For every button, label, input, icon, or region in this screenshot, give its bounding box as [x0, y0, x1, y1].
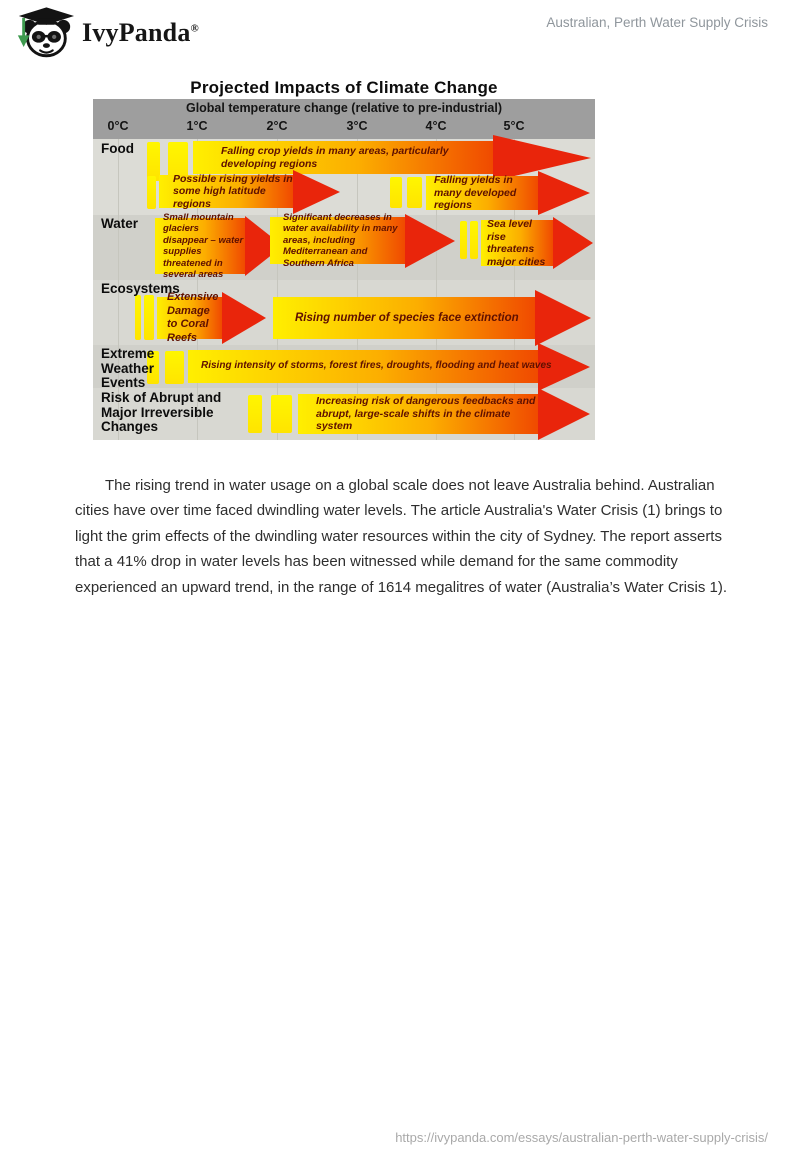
- impact-arrow-food-falling-developed: [426, 176, 538, 210]
- yellow-range-block: [271, 395, 292, 433]
- footer-source-url: https://ivypanda.com/essays/australian-perth-water-supply-crisis/: [395, 1130, 768, 1145]
- row-label-food: Food: [101, 141, 134, 156]
- tick-5c: 5°C: [503, 119, 525, 133]
- row-label-risk-changes: Risk of Abrupt and Major Irreversible Changes: [101, 390, 222, 434]
- arrow-head: [538, 171, 590, 215]
- yellow-range-block: [248, 395, 262, 433]
- impact-arrow-food-rising-yields: [159, 172, 293, 210]
- tick-4c: 4°C: [425, 119, 447, 133]
- arrow-head: [538, 388, 590, 440]
- yellow-range-block: [144, 295, 154, 340]
- tick-2c: 2°C: [266, 119, 288, 133]
- arrow-label: Increasing risk of dangerous feedbacks and abrupt, large-scale shifts in the climate system: [316, 395, 536, 433]
- arrow-label: Sea level rise threatens major cities: [487, 218, 546, 268]
- impact-arrow-risk-feedbacks: [298, 394, 538, 434]
- figure-title: Projected Impacts of Climate Change: [190, 78, 498, 97]
- arrow-label: Extensive Damage to Coral Reefs: [167, 291, 219, 344]
- registered-mark: ®: [190, 21, 199, 34]
- header-document-title: Australian, Perth Water Supply Crisis: [546, 15, 768, 30]
- arrow-head: [553, 217, 593, 269]
- impact-arrow-eco-coral: [157, 291, 222, 344]
- yellow-range-block: [460, 221, 467, 259]
- yellow-range-block: [470, 221, 478, 259]
- arrow-head: [293, 170, 340, 214]
- brand: [13, 6, 199, 59]
- ivypanda-logo-icon: [13, 6, 75, 59]
- arrow-label: Significant decreases in water availability in many areas, including Mediterranean and Southern Africa: [283, 211, 398, 269]
- row-label-extreme-weather: Extreme Weather Events: [101, 346, 155, 390]
- arrow-label: Falling yields in many developed regions: [434, 174, 517, 212]
- tick-0c: 0°C: [107, 119, 129, 133]
- row-label-water: Water: [101, 216, 139, 231]
- temperature-axis-band: [93, 99, 595, 139]
- impact-arrow-food-falling-crop: [193, 141, 493, 174]
- essay-paragraph: The rising trend in water usage on a global scale does not leave Australia behind. Australian cities have over time faced dwindling water levels. The article Australia's Water Crisis (1) brings to light the grim effects of the dwindling water resources within the city of Sydney. The report asserts that a 41% drop in water levels has been witnessed while demand for the same commodity experienced an upward trend, in the range of 1614 megalitres of water (Australia’s Water Crisis 1).: [75, 477, 727, 596]
- axis-title: Global temperature change (relative to pre-industrial): [185, 101, 503, 115]
- arrow-head: [535, 290, 591, 346]
- yellow-range-block: [147, 176, 156, 209]
- arrow-head: [222, 292, 266, 344]
- impact-arrow-water-glaciers: [155, 211, 245, 280]
- row-label-ecosystems: Ecosystems: [101, 281, 180, 296]
- arrow-label: Falling crop yields in many areas, particularly developing regions: [221, 145, 449, 170]
- impact-arrow-water-decreases: [270, 211, 405, 269]
- climate-change-figure: [93, 78, 595, 440]
- arrow-label: Possible rising yields in some high latitude regions: [173, 172, 293, 210]
- arrow-label: Small mountain glaciers disappear – water supplies threatened in several areas: [163, 211, 244, 280]
- yellow-range-block: [407, 177, 422, 208]
- yellow-range-block: [390, 177, 402, 208]
- impact-arrow-extreme-storms: [188, 350, 552, 383]
- arrow-label: Rising intensity of storms, forest fires, droughts, flooding and heat waves: [201, 360, 552, 372]
- arrow-head: [405, 214, 455, 268]
- impact-arrow-eco-species: [273, 297, 535, 339]
- arrow-label: Rising number of species face extinction: [295, 311, 519, 324]
- yellow-range-block: [135, 295, 141, 340]
- brand-name: IvyPanda®: [82, 17, 199, 47]
- tick-3c: 3°C: [346, 119, 368, 133]
- impact-arrow-water-sea-level: [481, 220, 553, 266]
- tick-1c: 1°C: [186, 119, 208, 133]
